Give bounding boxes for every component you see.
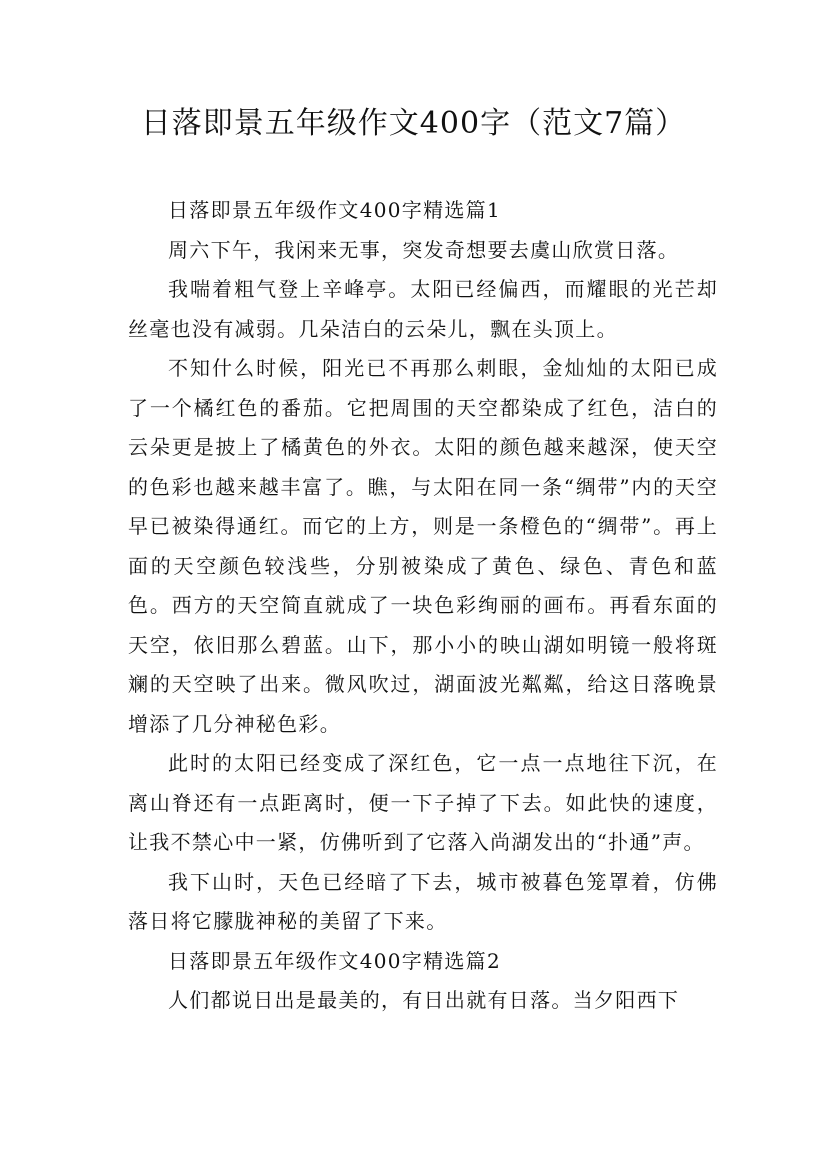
section-heading: 日落即景五年级作文400字精选篇1: [168, 198, 501, 222]
document-title: 日落即景五年级作文400字（范文7篇）: [140, 106, 687, 141]
paragraph: 此时的太阳已经变成了深红色，它一点一点地往下沉，在离山脊还有一点距离时，便一下子掉了下去。如此快的速度，让我不禁心中一紧，仿佛听到了它落入尚湖发出的“扑通”声。: [128, 751, 718, 854]
section-heading: 日落即景五年级作文400字精选篇2: [168, 948, 501, 973]
paragraph: 不知什么时候，阳光已不再那么刺眼，金灿灿的太阳已成了一个橘红色的番茄。它把周围的天空都染成了红色，洁白的云朵更是披上了橘黄色的外衣。太阳的颜色越来越深，使天空的色彩也越来越丰富了。瞧，与太阳在同一条“绸带”内的天空早已被染得通红。而它的上方，则是一条橙色的“绸带”。再上面的天空颜色较浅些，分别被染成了黄色、绿色、青色和蓝色。西方的天空简直就成了一块色彩绚丽的画布。再看东面的天空，依旧那么碧蓝。山下，那小小的映山湖如明镜一般将斑斓的天空映了出来。微风吹过，湖面波光粼粼，给这日落晚景增添了几分神秘色彩。: [128, 356, 718, 736]
paragraph: 周六下午，我闲来无事，突发奇想要去虞山欣赏日落。: [168, 237, 680, 262]
paragraph: 我喘着粗气登上辛峰亭。太阳已经偏西，而耀眼的光芒却丝毫也没有减弱。几朵洁白的云朵儿，飘在头顶上。: [128, 277, 718, 341]
paragraph: 人们都说日出是最美的，有日出就有日落。当夕阳西下: [168, 988, 680, 1012]
paragraph: 我下山时，天色已经暗了下去，城市被暮色笼罩着，仿佛落日将它朦胧神秘的美留了下来。: [128, 869, 718, 933]
document-body: [128, 191, 718, 1021]
